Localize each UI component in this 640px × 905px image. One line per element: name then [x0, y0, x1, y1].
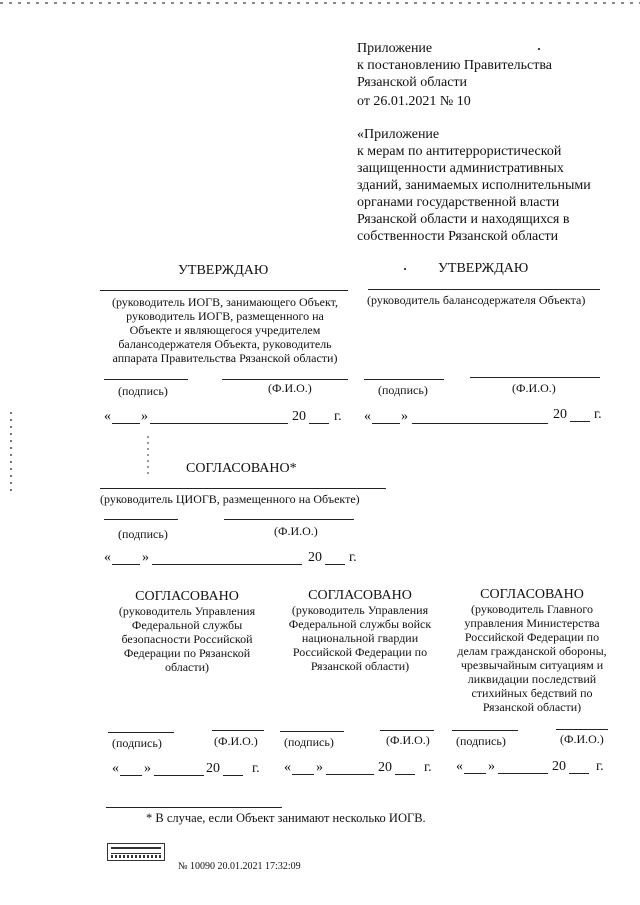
month-line: [498, 773, 548, 774]
signature-label: (подпись): [118, 384, 168, 398]
year-suffix: г.: [424, 760, 432, 775]
month-line: [152, 564, 302, 565]
caption-line: управления Министерства: [464, 616, 600, 630]
caption-line: (руководитель Управления: [118, 604, 256, 618]
fio-line: [224, 519, 354, 520]
month-line: [150, 423, 288, 424]
caption-line: Рязанской области): [310, 659, 410, 673]
date-close-quote: »: [144, 761, 151, 776]
caption-line: чрезвычайным ситуациям и: [460, 658, 604, 672]
scan-artifact: [404, 268, 406, 270]
agreed-col-caption: [104, 604, 270, 674]
day-line: [372, 423, 400, 424]
appendix-line: собственности Рязанской области: [357, 229, 559, 244]
fio-line: [222, 379, 348, 380]
day-line: [112, 423, 140, 424]
header-line: к постановлению Правительства: [357, 58, 553, 73]
year-line: [569, 773, 589, 774]
caption-line: Объекте и являющегося учредителем: [129, 323, 321, 337]
header-line: от 26.01.2021 № 10: [357, 94, 471, 109]
caption-line: стихийных бедствий по: [471, 686, 593, 700]
month-line: [412, 423, 548, 424]
fio-line: [556, 729, 608, 730]
caption-line: национальной гвардии: [301, 631, 419, 645]
date-close-quote: »: [488, 759, 495, 774]
appendix-line: защищенности административных: [357, 161, 564, 176]
year-suffix: г.: [252, 761, 260, 776]
date-open-quote: «: [104, 409, 111, 424]
fio-line: [470, 377, 600, 378]
date-open-quote: «: [104, 550, 111, 565]
fio-label: (Ф.И.О.): [274, 524, 318, 538]
resolution-header: [357, 40, 552, 110]
month-line: [326, 774, 374, 775]
appendix-line: органами государственной власти: [357, 195, 560, 210]
signature-line: [364, 379, 444, 380]
agreed-col-caption: [450, 602, 614, 714]
agreed-col-title: СОГЛАСОВАНО: [308, 588, 412, 603]
appendix-line: к мерам по антитеррористической: [357, 144, 562, 159]
year-prefix: 20: [206, 761, 220, 776]
year-prefix: 20: [308, 550, 322, 565]
signature-line: [452, 730, 518, 731]
signature-line: [104, 379, 188, 380]
agreed-col-title: СОГЛАСОВАНО: [480, 587, 584, 602]
date-close-quote: »: [316, 760, 323, 775]
signature-label: (подпись): [118, 527, 168, 541]
day-line: [112, 564, 140, 565]
year-prefix: 20: [378, 760, 392, 775]
scan-artifact: [10, 412, 12, 492]
header-line: Приложение: [357, 41, 433, 56]
fio-label: (Ф.И.О.): [386, 733, 430, 747]
approve-left-rule: [100, 290, 348, 291]
approve-right-caption: (руководитель балансодержателя Объекта): [367, 293, 586, 307]
approve-left-title: УТВЕРЖДАЮ: [178, 263, 269, 278]
caption-line: Федеральной службы войск: [288, 617, 432, 631]
registration-logo: [107, 843, 165, 861]
approve-right-rule: [368, 289, 600, 290]
date-open-quote: «: [364, 409, 371, 424]
caption-line: (руководитель Управления: [291, 603, 429, 617]
scan-artifact: [538, 48, 540, 50]
signature-line: [280, 731, 344, 732]
fio-line: [380, 730, 434, 731]
agreed-main-rule: [100, 488, 386, 489]
year-suffix: г.: [349, 550, 357, 565]
year-line: [570, 421, 590, 422]
year-suffix: г.: [334, 409, 342, 424]
agreed-col-caption: [278, 603, 442, 673]
signature-label: (подпись): [112, 736, 162, 750]
signature-line: [104, 519, 178, 520]
year-prefix: 20: [552, 759, 566, 774]
appendix-line: «Приложение: [357, 127, 440, 142]
year-line: [325, 564, 345, 565]
date-close-quote: »: [142, 550, 149, 565]
caption-line: (руководитель ИОГВ, занимающего Объект,: [111, 295, 339, 309]
year-suffix: г.: [596, 759, 604, 774]
caption-line: области): [164, 660, 210, 674]
month-line: [154, 775, 204, 776]
fio-label: (Ф.И.О.): [214, 734, 258, 748]
header-line: Рязанской области: [357, 75, 468, 90]
caption-line: балансодержателя Объекта, руководитель: [118, 337, 332, 351]
approve-left-caption: [90, 295, 360, 365]
caption-line: Рязанской области): [482, 700, 582, 714]
year-line: [309, 423, 329, 424]
caption-line: Федерации по Рязанской: [123, 646, 251, 660]
date-close-quote: »: [401, 409, 408, 424]
signature-line: [108, 732, 174, 733]
agreed-main-caption: (руководитель ЦИОГВ, размещенного на Объекте): [100, 492, 360, 506]
year-line: [223, 775, 243, 776]
caption-line: Федеральной службы: [131, 618, 243, 632]
appendix-line: Рязанской области и находящихся в: [357, 212, 570, 227]
fio-label: (Ф.И.О.): [268, 381, 312, 395]
signature-label: (подпись): [456, 734, 506, 748]
year-line: [395, 774, 415, 775]
caption-line: Российской Федерации по: [292, 645, 428, 659]
fio-line: [212, 730, 264, 731]
signature-label: (подпись): [284, 735, 334, 749]
footnote: * В случае, если Объект занимают несколько ИОГВ.: [146, 811, 426, 825]
caption-line: Российской Федерации по: [464, 630, 600, 644]
scan-artifact: [147, 436, 149, 476]
agreed-col-title: СОГЛАСОВАНО: [135, 589, 239, 604]
fio-label: (Ф.И.О.): [512, 381, 556, 395]
caption-line: ликвидации последствий: [467, 672, 597, 686]
caption-line: аппарата Правительства Рязанской области): [112, 351, 338, 365]
day-line: [120, 775, 142, 776]
footnote-rule: [106, 807, 282, 808]
approve-right-title: УТВЕРЖДАЮ: [438, 261, 529, 276]
caption-line: (руководитель Главного: [471, 602, 593, 616]
year-prefix: 20: [292, 409, 306, 424]
date-close-quote: »: [141, 409, 148, 424]
appendix-header: [357, 126, 591, 245]
year-suffix: г.: [594, 407, 602, 422]
fio-label: (Ф.И.О.): [560, 732, 604, 746]
caption-line: безопасности Российской: [121, 632, 253, 646]
day-line: [292, 774, 314, 775]
caption-line: делам гражданской обороны,: [457, 644, 607, 658]
registration-stamp: № 10090 20.01.2021 17:32:09: [178, 861, 301, 872]
scan-artifact: [0, 2, 640, 4]
signature-label: (подпись): [378, 383, 428, 397]
appendix-line: зданий, занимаемых исполнительными: [357, 178, 591, 193]
date-open-quote: «: [112, 761, 119, 776]
agreed-main-title: СОГЛАСОВАНО*: [186, 461, 297, 476]
day-line: [464, 773, 486, 774]
date-open-quote: «: [284, 760, 291, 775]
caption-line: руководитель ИОГВ, размещенного на: [126, 309, 324, 323]
date-open-quote: «: [456, 759, 463, 774]
year-prefix: 20: [553, 407, 567, 422]
